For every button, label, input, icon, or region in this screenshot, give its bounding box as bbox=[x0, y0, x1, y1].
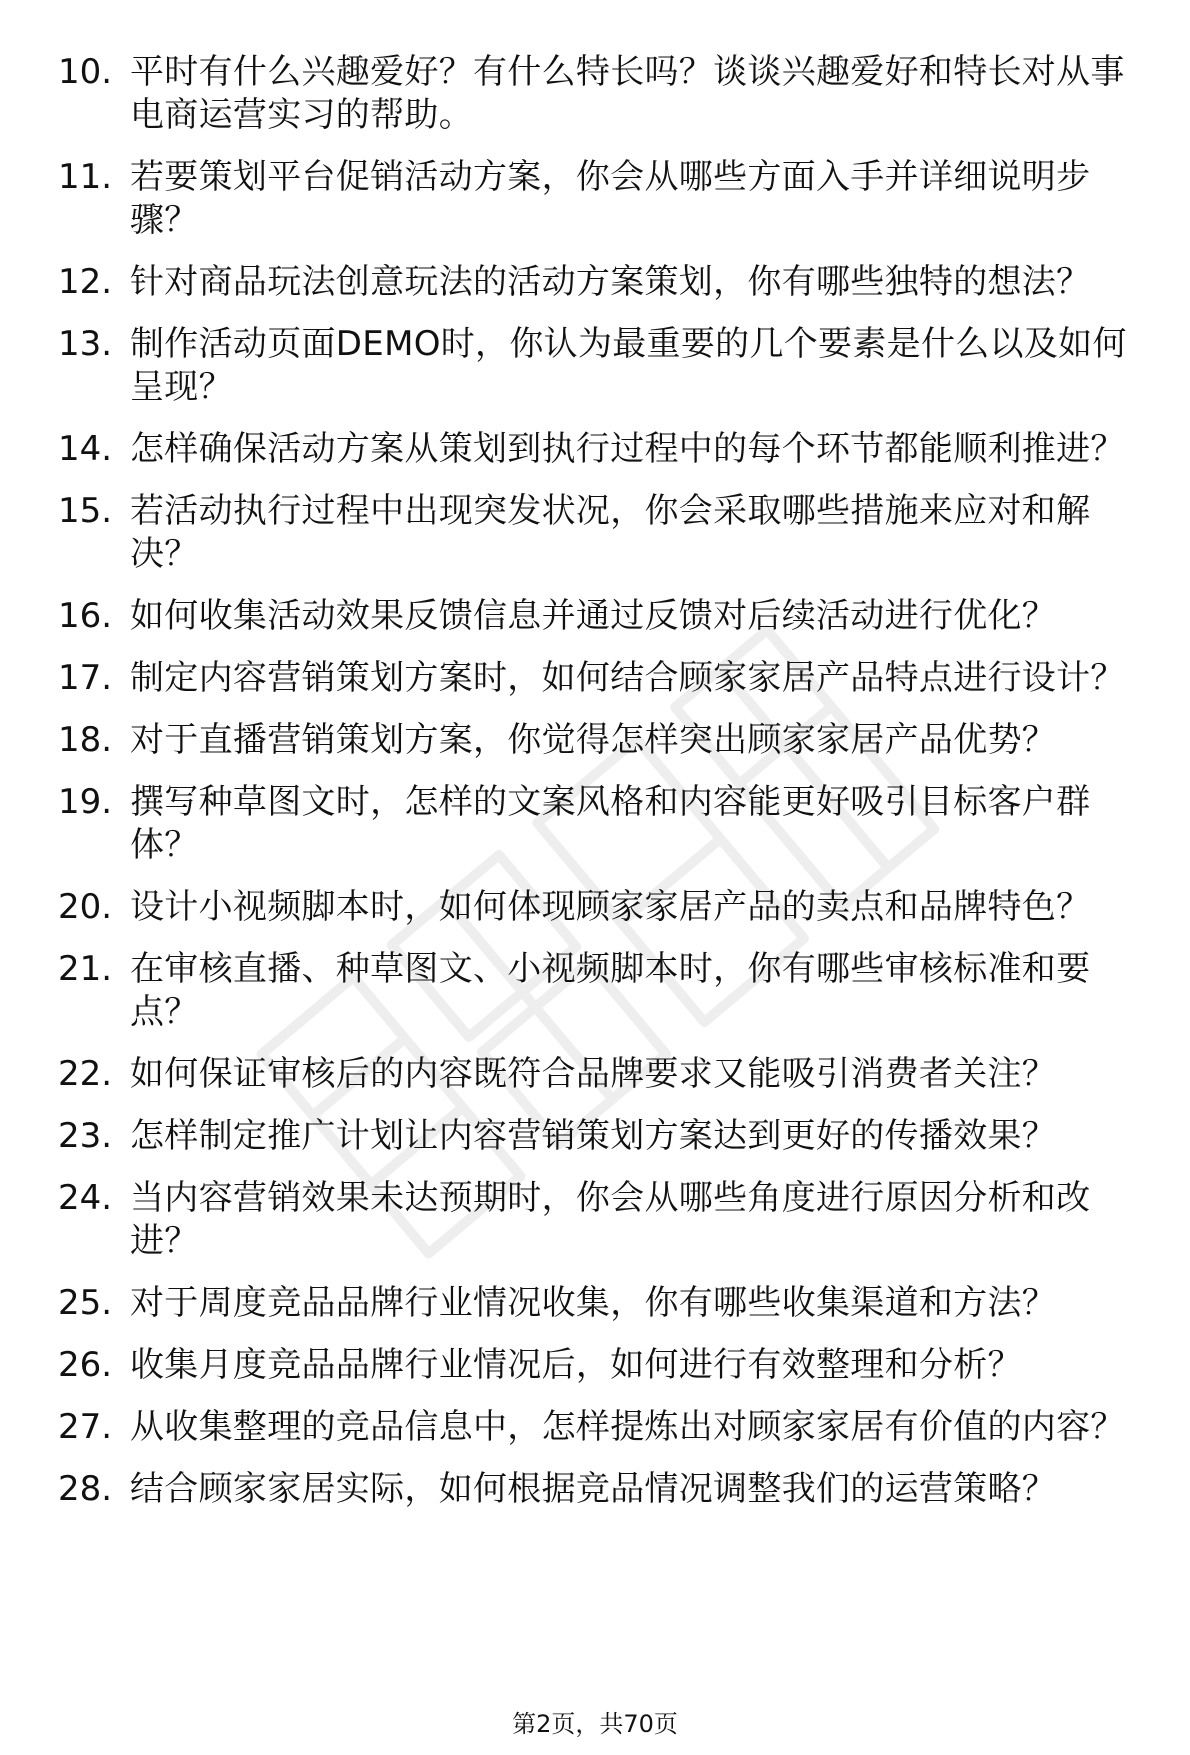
question-number: 14. bbox=[58, 429, 113, 469]
question-number: 11. bbox=[58, 157, 113, 197]
list-item bbox=[58, 781, 1158, 867]
question-text: 撰写种草图文时，怎样的文案风格和内容能更好吸引目标客户群体？ bbox=[130, 782, 1091, 865]
question-text: 怎样制定推广计划让内容营销策划方案达到更好的传播效果？ bbox=[130, 1116, 1057, 1156]
question-number: 23. bbox=[58, 1116, 113, 1156]
list-item bbox=[58, 1115, 1158, 1158]
question-number: 25. bbox=[58, 1283, 113, 1323]
list-item bbox=[58, 1406, 1158, 1449]
question-text: 若活动执行过程中出现突发状况，你会采取哪些措施来应对和解决？ bbox=[130, 491, 1091, 574]
list-item bbox=[58, 1282, 1158, 1325]
list-item bbox=[58, 948, 1158, 1034]
list-item bbox=[58, 1177, 1158, 1263]
question-text: 若要策划平台促销活动方案，你会从哪些方面入手并详细说明步骤？ bbox=[130, 157, 1091, 240]
question-text: 如何收集活动效果反馈信息并通过反馈对后续活动进行优化？ bbox=[130, 596, 1057, 636]
list-item bbox=[58, 323, 1158, 409]
question-text: 收集月度竞品品牌行业情况后，如何进行有效整理和分析？ bbox=[130, 1345, 1022, 1385]
question-number: 15. bbox=[58, 491, 113, 531]
question-text: 在审核直播、种草图文、小视频脚本时，你有哪些审核标准和要点？ bbox=[130, 949, 1091, 1032]
question-text: 如何保证审核后的内容既符合品牌要求又能吸引消费者关注？ bbox=[130, 1054, 1057, 1094]
page-footer bbox=[0, 1704, 1190, 1739]
question-number: 26. bbox=[58, 1345, 113, 1385]
question-number: 12. bbox=[58, 262, 113, 302]
question-text: 设计小视频脚本时，如何体现顾家家居产品的卖点和品牌特色？ bbox=[130, 887, 1091, 927]
question-text: 从收集整理的竞品信息中，怎样提炼出对顾家家居有价值的内容？ bbox=[130, 1407, 1125, 1447]
page-number-label: 第2页，共70页 bbox=[512, 1710, 678, 1738]
question-number: 21. bbox=[58, 949, 113, 989]
question-text: 平时有什么兴趣爱好？有什么特长吗？谈谈兴趣爱好和特长对从事电商运营实习的帮助。 bbox=[130, 52, 1125, 135]
list-item bbox=[58, 490, 1158, 576]
list-item bbox=[58, 428, 1158, 471]
list-item bbox=[58, 156, 1158, 242]
list-item bbox=[58, 886, 1158, 929]
question-text: 对于周度竞品品牌行业情况收集，你有哪些收集渠道和方法？ bbox=[130, 1283, 1057, 1323]
list-item bbox=[58, 1468, 1158, 1511]
question-text: 怎样确保活动方案从策划到执行过程中的每个环节都能顺利推进？ bbox=[130, 429, 1125, 469]
list-item bbox=[58, 1053, 1158, 1096]
list-item bbox=[58, 1344, 1158, 1387]
question-number: 16. bbox=[58, 596, 113, 636]
question-number: 10. bbox=[58, 52, 113, 92]
question-text: 对于直播营销策划方案，你觉得怎样突出顾家家居产品优势？ bbox=[130, 720, 1057, 760]
question-text: 当内容营销效果未达预期时，你会从哪些角度进行原因分析和改进？ bbox=[130, 1178, 1091, 1261]
list-item bbox=[58, 719, 1158, 762]
question-number: 22. bbox=[58, 1054, 113, 1094]
question-number: 27. bbox=[58, 1407, 113, 1447]
question-text: 针对商品玩法创意玩法的活动方案策划，你有哪些独特的想法？ bbox=[130, 262, 1091, 302]
question-number: 19. bbox=[58, 782, 113, 822]
list-item bbox=[58, 595, 1158, 638]
list-item bbox=[58, 51, 1158, 137]
question-text: 结合顾家家居实际，如何根据竞品情况调整我们的运营策略？ bbox=[130, 1469, 1057, 1509]
question-number: 24. bbox=[58, 1178, 113, 1218]
question-number: 17. bbox=[58, 658, 113, 698]
question-number: 18. bbox=[58, 720, 113, 760]
list-item bbox=[58, 261, 1158, 304]
question-number: 20. bbox=[58, 887, 113, 927]
question-text: 制作活动页面DEMO时，你认为最重要的几个要素是什么以及如何呈现？ bbox=[130, 324, 1127, 407]
question-number: 13. bbox=[58, 324, 113, 364]
question-number: 28. bbox=[58, 1469, 113, 1509]
question-list bbox=[58, 51, 1158, 1530]
question-text: 制定内容营销策划方案时，如何结合顾家家居产品特点进行设计？ bbox=[130, 658, 1125, 698]
list-item bbox=[58, 657, 1158, 700]
